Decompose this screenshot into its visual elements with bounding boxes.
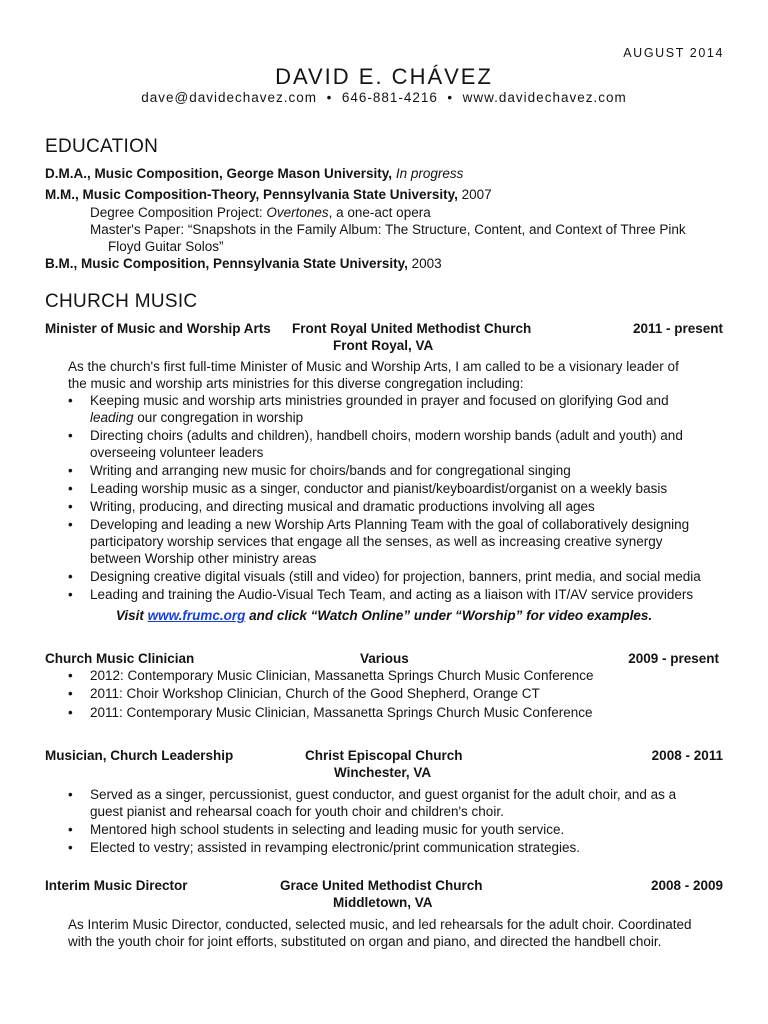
bm-year: 2003 [411, 256, 442, 271]
job1-title: Minister of Music and Worship Arts [45, 321, 271, 336]
job4-location: Middletown, VA [333, 895, 433, 910]
bullet-icon: • [68, 499, 73, 514]
education-heading: EDUCATION [45, 136, 159, 157]
dma-degree: D.M.A., Music Composition, George Mason University, [45, 166, 393, 181]
bullet-icon: • [68, 705, 73, 720]
list-item: Developing and leading a new Worship Arts Planning Team with the goal of collaboratively designing [90, 517, 690, 532]
email-link[interactable]: dave@davidechavez.com [141, 90, 318, 105]
list-item: Writing, producing, and directing musical and dramatic productions involving all ages [90, 499, 595, 514]
job3-location: Winchester, VA [334, 765, 432, 780]
list-item: Leading worship music as a singer, conductor and pianist/keyboardist/organist on a weekly basis [90, 481, 668, 496]
mm-degree: M.M., Music Composition-Theory, Pennsylvania State University, [45, 187, 458, 202]
list-item-cont: between Worship other ministry areas [90, 551, 317, 566]
job2-org: Various [360, 651, 409, 666]
education-project [90, 205, 431, 220]
bullet-icon: • [68, 686, 73, 701]
job1-location: Front Royal, VA [333, 338, 434, 353]
job1-org: Front Royal United Methodist Church [292, 321, 532, 336]
list-item: Keeping music and worship arts ministries grounded in prayer and focused on glorifying God and [90, 393, 669, 408]
list-item: Elected to vestry; assisted in revamping electronic/print communication strategies. [90, 840, 580, 855]
list-item: Directing choirs (adults and children), handbell choirs, modern worship bands (adult and youth) and [90, 428, 683, 443]
mm-year: 2007 [461, 187, 492, 202]
education-paper-line1: Master's Paper: “Snapshots in the Family Album: The Structure, Content, and Context of Three Pink [90, 222, 686, 237]
list-item: Served as a singer, percussionist, guest conductor, and guest organist for the adult choir, and as a [90, 787, 677, 802]
list-item-cont [90, 410, 303, 425]
project-title: Overtones [266, 205, 329, 220]
education-dma [45, 166, 463, 181]
visit-prefix: Visit [115, 608, 148, 623]
bullet-icon: • [68, 393, 73, 408]
job1-intro-line2: the music and worship arts ministries for this diverse congregation including: [68, 376, 524, 391]
frumc-link[interactable]: www.frumc.org [147, 608, 246, 623]
list-item-cont: participatory worship services that engage all the senses, as well as increasing creative synergy [90, 534, 663, 549]
person-name: DAVID E. CHÁVEZ [275, 64, 493, 89]
list-item: 2012: Contemporary Music Clinician, Massanetta Springs Church Music Conference [90, 668, 594, 683]
job2-dates: 2009 - present [628, 651, 719, 666]
list-item: Designing creative digital visuals (still and video) for projection, banners, print media, and social media [90, 569, 701, 584]
phone-number: 646-881-4216 [341, 90, 438, 105]
bullet-icon: • [68, 481, 73, 496]
list-item: Writing and arranging new music for choirs/bands and for congregational singing [90, 463, 571, 478]
list-item: 2011: Choir Workshop Clinician, Church of the Good Shepherd, Orange CT [90, 686, 540, 701]
bullet-icon: • [68, 569, 73, 584]
contact-line [0, 90, 768, 105]
list-item-text: our congregation in worship [133, 410, 304, 425]
dma-status: In progress [395, 166, 464, 181]
emphasis: leading [90, 410, 134, 425]
bullet-icon: • [68, 587, 73, 602]
church-music-heading: CHURCH MUSIC [45, 291, 198, 312]
list-item: 2011: Contemporary Music Clinician, Massanetta Springs Church Music Conference [90, 705, 593, 720]
education-mm [45, 187, 492, 202]
document-date: AUGUST 2014 [623, 46, 724, 60]
bullet-icon: • [68, 787, 73, 802]
list-item: Mentored high school students in selecting and leading music for youth service. [90, 822, 565, 837]
job1-visit-note [0, 608, 768, 623]
project-desc: , a one-act opera [328, 205, 431, 220]
job4-org: Grace United Methodist Church [280, 878, 483, 893]
job4-desc-line1: As Interim Music Director, conducted, selected music, and led rehearsals for the adult choir. Coordinated [68, 917, 692, 932]
project-label: Degree Composition Project: [90, 205, 263, 220]
bullet-icon: • [68, 517, 73, 532]
list-item-cont: guest pianist and rehearsal coach for youth choir and children's choir. [90, 804, 504, 819]
job1-intro-line1: As the church's first full-time Minister of Music and Worship Arts, I am called to be a visionary leader of [68, 359, 679, 374]
job3-dates: 2008 - 2011 [651, 748, 723, 763]
bm-degree: B.M., Music Composition, Pennsylvania State University, [45, 256, 408, 271]
job4-dates: 2008 - 2009 [650, 878, 723, 893]
job2-title: Church Music Clinician [45, 651, 195, 666]
separator: • [326, 90, 333, 105]
visit-suffix: and click “Watch Online” under “Worship” for video examples. [245, 608, 653, 623]
bullet-icon: • [68, 840, 73, 855]
job1-dates: 2011 - present [632, 321, 723, 336]
list-item: Leading and training the Audio-Visual Tech Team, and acting as a liaison with IT/AV service providers [90, 587, 694, 602]
bullet-icon: • [68, 428, 73, 443]
separator: • [447, 90, 454, 105]
bullet-icon: • [68, 822, 73, 837]
website-link[interactable]: www.davidechavez.com [462, 90, 627, 105]
list-item-cont: overseeing volunteer leaders [90, 445, 264, 460]
bullet-icon: • [68, 463, 73, 478]
education-paper-line2: Floyd Guitar Solos” [108, 239, 224, 254]
job3-title: Musician, Church Leadership [45, 748, 234, 763]
job4-desc-line2: with the youth choir for joint efforts, substituted on organ and piano, and directed the handbell choir. [68, 934, 662, 949]
bullet-icon: • [68, 668, 73, 683]
job4-title: Interim Music Director [45, 878, 188, 893]
education-bm [45, 256, 442, 271]
job3-org: Christ Episcopal Church [305, 748, 463, 763]
